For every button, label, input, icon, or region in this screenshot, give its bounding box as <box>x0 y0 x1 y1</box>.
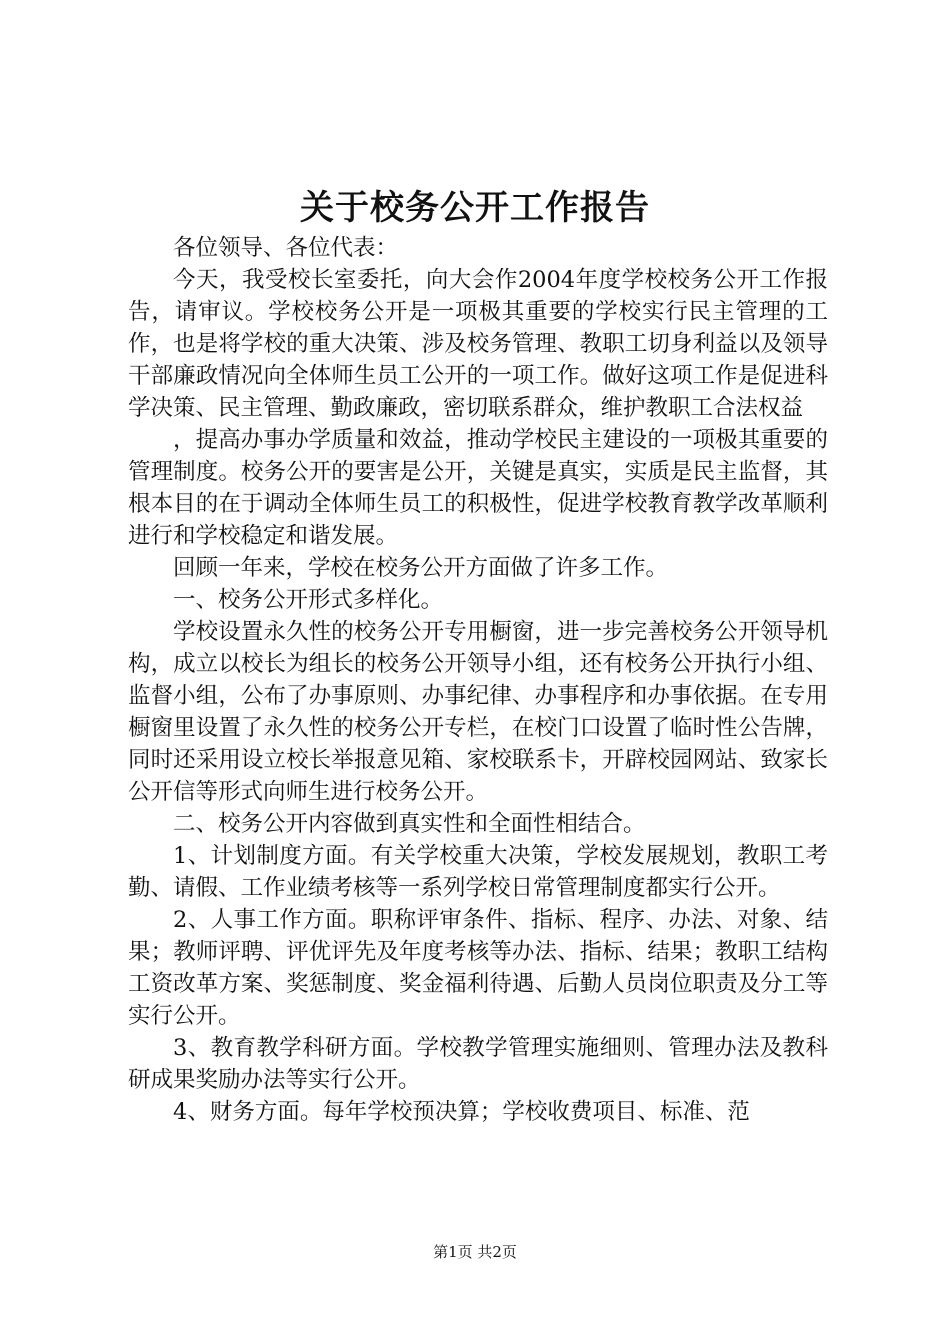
document-body <box>128 232 828 1128</box>
document-title: 关于校务公开工作报告 <box>300 188 650 228</box>
page-footer: 第1页 共2页 <box>433 1243 517 1261</box>
paragraph-item-3: 3、教育教学科研方面。学校教学管理实施细则、管理办法及教科研成果奖励办法等实行公开。 <box>128 1035 828 1093</box>
paragraph-item-1: 1、计划制度方面。有关学校重大决策，学校发展规划，教职工考勤、请假、工作业绩考核等一系列学校日常管理制度都实行公开。 <box>128 843 828 901</box>
paragraph-salutation: 各位领导、各位代表： <box>173 235 399 261</box>
paragraph-item-2: 2、人事工作方面。职称评审条件、指标、程序、办法、对象、结果；教师评聘、评优评先及年度考核等办法、指标、结果；教职工结构工资改革方案、奖惩制度、奖金福利待遇、后勤人员岗位职责及分工等实行公开。 <box>128 907 828 1029</box>
section-heading-1: 一、校务公开形式多样化。 <box>173 587 444 613</box>
paragraph-item-4: 4、财务方面。每年学校预决算；学校收费项目、标准、范 <box>173 1099 750 1125</box>
paragraph-review: 回顾一年来，学校在校务公开方面做了许多工作。 <box>173 555 669 581</box>
paragraph-intro: 今天，我受校长室委托，向大会作2004年度学校校务公开工作报告，请审议。学校校务公开是一项极其重要的学校实行民主管理的工作，也是将学校的重大决策、涉及校务管理、教职工切身利益以及领导干部廉政情况向全体师生员工公开的一项工作。做好这项工作是促进科学决策、民主管理、勤政廉政，密切联系群众，维护教职工合法权益 <box>128 267 828 421</box>
paragraph-section-1: 学校设置永久性的校务公开专用橱窗，进一步完善校务公开领导机构，成立以校长为组长的校务公开领导小组，还有校务公开执行小组、监督小组，公布了办事原则、办事纪律、办事程序和办事依据。在专用橱窗里设置了永久性的校务公开专栏，在校门口设置了临时性公告牌，同时还采用设立校长举报意见箱、家校联系卡，开辟校园网站、致家长公开信等形式向师生进行校务公开。 <box>128 619 828 805</box>
paragraph-intro-continued: ，提高办事办学质量和效益，推动学校民主建设的一项极其重要的管理制度。校务公开的要害是公开，关键是真实，实质是民主监督，其根本目的在于调动全体师生员工的积极性，促进学校教育教学改革顺利进行和学校稳定和谐发展。 <box>128 427 828 549</box>
section-heading-2: 二、校务公开内容做到真实性和全面性相结合。 <box>173 811 646 837</box>
